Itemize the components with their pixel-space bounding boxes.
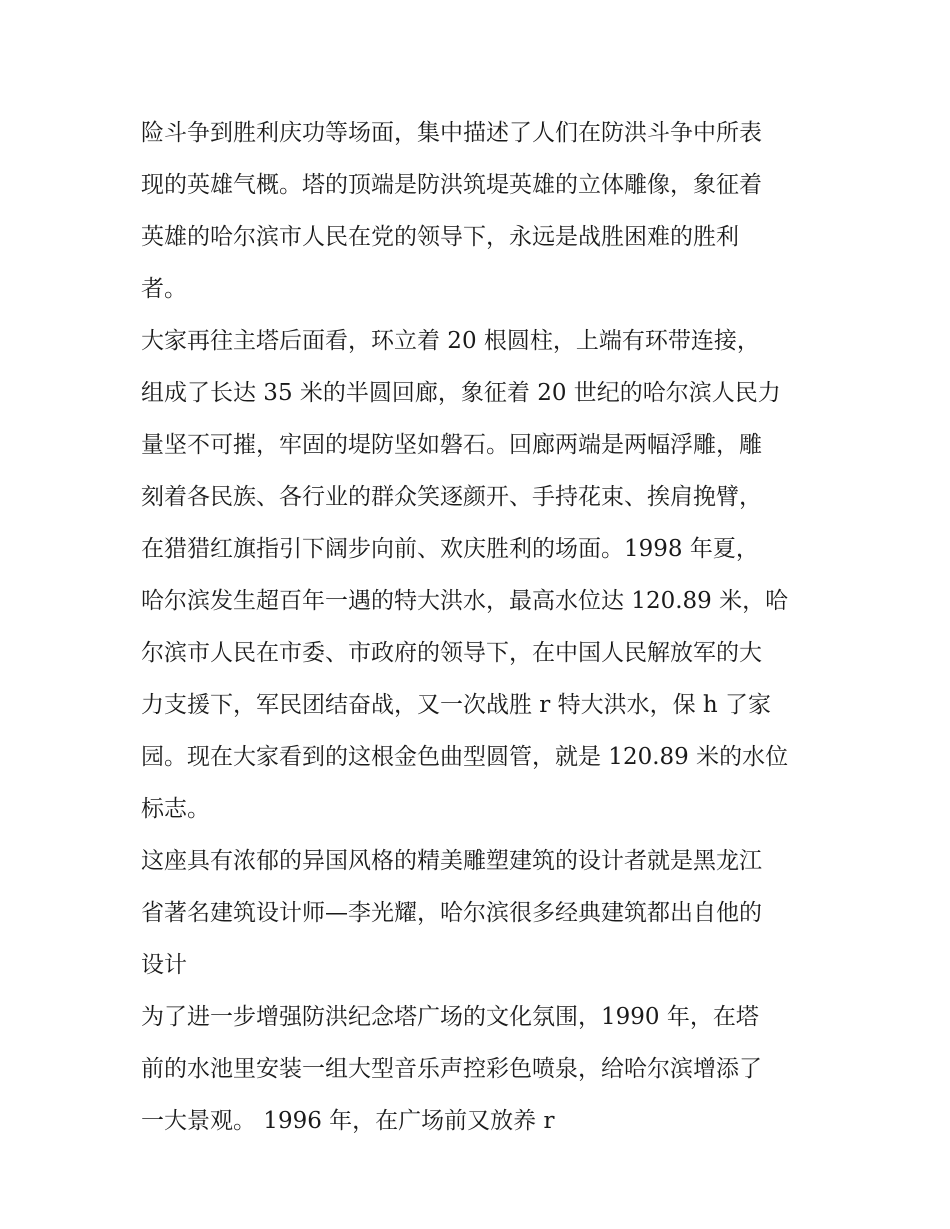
- text-line: 大家再往主塔后面看，环立着 20 根圆柱，上端有环带连接，: [141, 328, 760, 354]
- text-line: 英雄的哈尔滨市人民在党的领导下，永远是战胜困难的胜利: [141, 224, 739, 250]
- text-line: 设计: [141, 952, 187, 978]
- text-line: 量坚不可摧，牢固的堤防坚如磐石。回廊两端是两幅浮雕，雕: [141, 432, 762, 458]
- text-line: 这座具有浓郁的异国风格的精美雕塑建筑的设计者就是黑龙江: [141, 848, 762, 874]
- text-line: 尔滨市人民在市委、市政府的领导下，在中国人民解放军的大: [141, 640, 762, 666]
- paragraph-fountain: [141, 991, 821, 1147]
- text-line: 组成了长达 35 米的半圆回廊，象征着 20 世纪的哈尔滨人民力: [141, 380, 781, 406]
- text-line: 前的水池里安装一组大型音乐声控彩色喷泉，给哈尔滨增添了: [141, 1056, 762, 1082]
- text-line: 园。现在大家看到的这根金色曲型圆管，就是 120.89 米的水位: [141, 744, 789, 770]
- text-line: 力支援下，军民团结奋战，又一次战胜 r 特大洪水，保 h 了家: [141, 692, 772, 718]
- text-line: 标志。: [141, 796, 210, 822]
- text-line: 刻着各民族、各行业的群众笑逐颜开、手持花束、挨肩挽臂，: [141, 484, 762, 510]
- text-line: 现的英雄气概。塔的顶端是防洪筑堤英雄的立体雕像，象征着: [141, 172, 762, 198]
- paragraph-tower-top: [141, 107, 821, 315]
- text-column: [141, 107, 821, 1147]
- text-line: 哈尔滨发生超百年一遇的特大洪水，最高水位达 120.89 米，哈: [141, 588, 789, 614]
- text-line: 者。: [141, 276, 187, 302]
- text-line: 为了进一步增强防洪纪念塔广场的文化氛围，1990 年，在塔: [141, 1004, 759, 1030]
- paragraph-colonnade: [141, 315, 821, 835]
- paragraph-designer: [141, 835, 821, 991]
- text-line: 在猎猎红旗指引下阔步向前、欢庆胜利的场面。1998 年夏，: [141, 536, 759, 562]
- text-line: 一大景观。 1996 年，在广场前又放养 r: [141, 1108, 555, 1134]
- text-line: 省著名建筑设计师—李光耀，哈尔滨很多经典建筑都出自他的: [141, 900, 762, 926]
- text-line: 险斗争到胜利庆功等场面，集中描述了人们在防洪斗争中所表: [141, 120, 762, 146]
